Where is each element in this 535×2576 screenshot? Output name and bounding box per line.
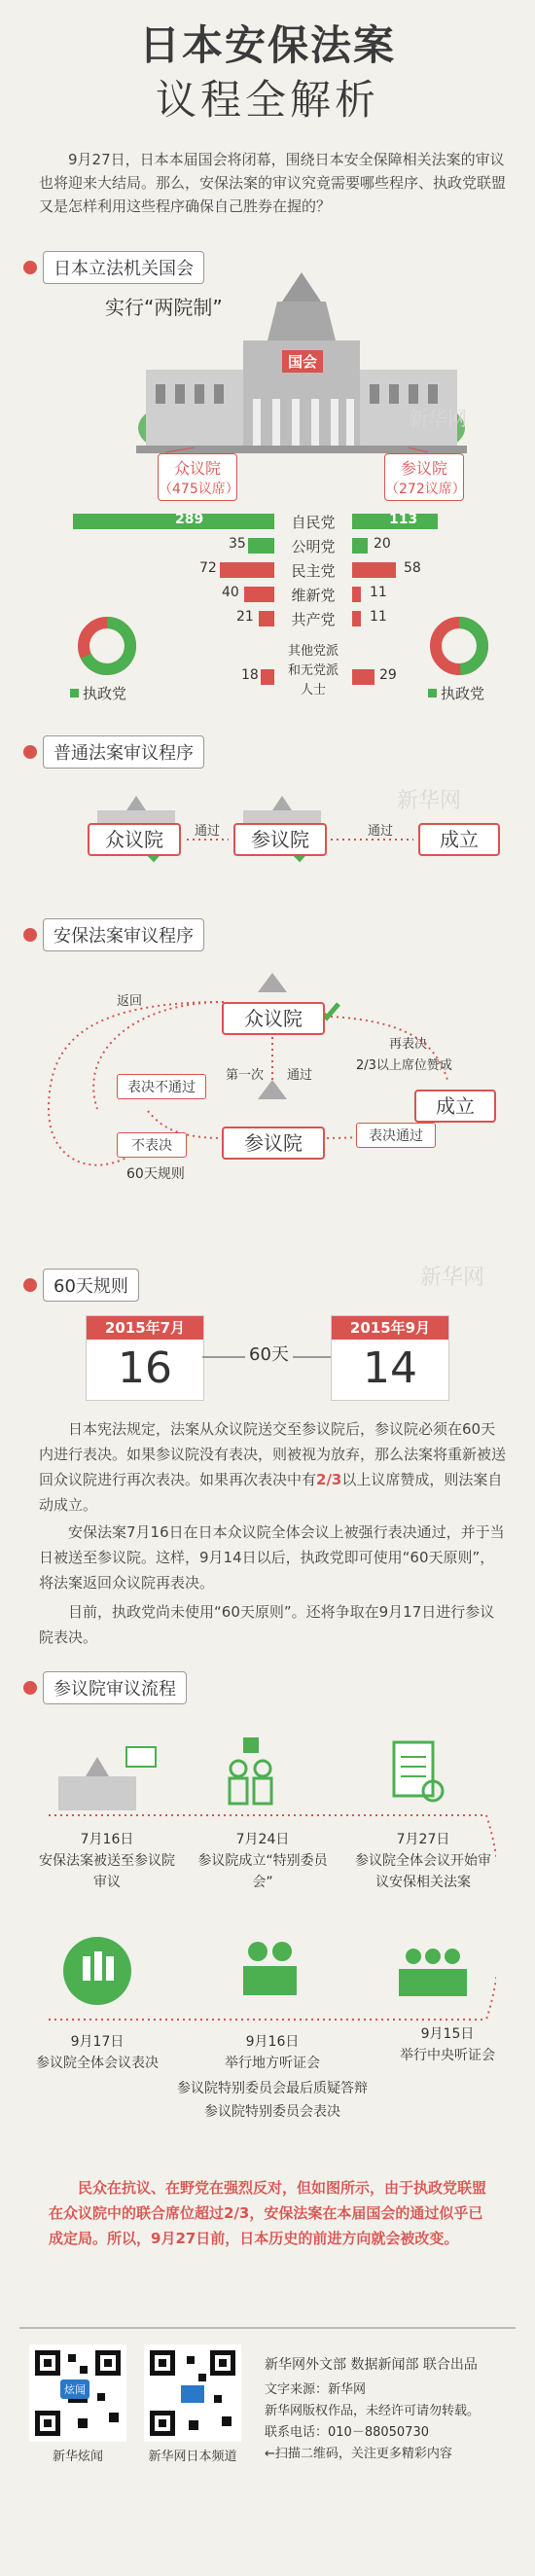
section-label: 日本立法机关国会 [43, 251, 204, 284]
building-roof [282, 272, 321, 302]
normal-upper-box: 参议院 [233, 823, 327, 856]
first-label: 第一次 [226, 1068, 265, 1083]
rule-label: 60天规则 [126, 1166, 185, 1182]
footer-divider [19, 2327, 516, 2329]
page-title: 日本安保法案 [138, 21, 396, 69]
building-tower [268, 302, 336, 340]
flow-step-1 [39, 1829, 175, 1893]
seat-bar-upper [352, 587, 361, 602]
flow-text: 参议院成立“特别委员会” [197, 1853, 328, 1890]
legend-ruling-left [70, 683, 126, 703]
seat-label-ldp-upper: 113 [389, 512, 418, 527]
legend-swatch [70, 689, 79, 698]
bullet-dot [23, 1681, 37, 1695]
calendar-month: 2015年9月 [332, 1316, 448, 1340]
rule-text-c: 以上议席赞成，则法案自动成立。 [39, 1471, 503, 1514]
calendar-month: 2015年7月 [87, 1316, 203, 1340]
qr-caption-2: 新华网日本频道 [148, 2450, 237, 2464]
section-security-procedure [23, 918, 204, 951]
watermark: 新华网 [420, 1266, 485, 1290]
section-normal-procedure [23, 735, 204, 769]
qr-caption-1: 新华炫闻 [52, 2450, 103, 2464]
bullet-dot [23, 745, 37, 759]
calendar-day: 16 [118, 1343, 172, 1393]
seat-bar-lower [244, 587, 274, 602]
flow-date: 7月27日 [396, 1832, 450, 1847]
regional-hearing-icon [243, 1942, 297, 1995]
flow-date: 7月16日 [80, 1832, 134, 1847]
return-label: 返回 [117, 994, 143, 1009]
upper-house-box [384, 453, 464, 501]
seat-label-komeito-upper: 20 [374, 536, 391, 552]
watermark: 新华网 [397, 789, 462, 813]
flow-text: 举行地方听证会 [225, 2056, 320, 2071]
flow-text: 参议院全体会议表决 [36, 2056, 159, 2071]
flow-date: 7月24日 [235, 1832, 290, 1847]
contact-phone: 联系电话：010－88050730 [265, 2425, 429, 2440]
party-others [274, 642, 352, 700]
seat-label-ishin-lower: 40 [222, 585, 239, 600]
passed-box: 表决通过 [356, 1123, 436, 1148]
calendar-start [86, 1315, 204, 1401]
building-upper-icon [258, 1080, 287, 1099]
lower-house-seats: （475议席） [159, 482, 239, 497]
seat-bar-lower [259, 611, 274, 626]
party-others-line3: 人士 [300, 683, 326, 698]
scan-hint: ←扫描二维码，关注更多精彩内容 [265, 2447, 452, 2461]
seat-bar-lower [73, 514, 274, 529]
upper-house-seats: （272议席） [385, 482, 466, 497]
party-jcp: 共产党 [291, 611, 336, 628]
seat-label-others-lower: 18 [241, 667, 259, 683]
party-ishin: 维新党 [291, 587, 336, 604]
document-icon [394, 1742, 443, 1801]
rule-paragraph-1 [39, 1416, 506, 1518]
legend-swatch [428, 689, 437, 698]
producers-credit: 新华网外文部 数据新闻部 联合出品 [265, 2357, 478, 2373]
flow-text: 安保法案被送至参议院审议 [39, 1853, 175, 1890]
party-others-line2: 和无党派 [287, 663, 339, 678]
section-label: 60天规则 [43, 1269, 139, 1302]
rule-paragraph-2: 安保法案7月16日在日本众议院全体会议上被强行表决通过，并于当日被送至参议院。这样，9月14日以后，执政党即可使用“60天原则”，将法案返回众议院再表决。 [39, 1523, 505, 1592]
pass-label: 通过 [287, 1068, 313, 1083]
party-ldp: 自民党 [291, 514, 336, 531]
no-vote-box: 不表决 [117, 1132, 187, 1158]
building-lower-icon [258, 973, 287, 992]
central-hearing-icon [399, 1949, 467, 1996]
bullet-dot [23, 261, 37, 274]
lower-house-name: 众议院 [173, 459, 221, 478]
seat-label-ldp-lower: 289 [175, 512, 204, 527]
upper-house-name: 参议院 [400, 459, 447, 478]
flow-step-8: 参议院特别委员会表决 [204, 2104, 340, 2120]
committee-people-icon [230, 1737, 271, 1804]
security-lower-box: 众议院 [222, 1002, 325, 1035]
seat-label-komeito-lower: 35 [229, 536, 246, 552]
seat-bar-upper [352, 669, 374, 685]
rule-highlight: 2/3 [316, 1471, 342, 1488]
legend-label: 执政党 [441, 685, 485, 702]
watermark: 新华网 [409, 407, 467, 430]
qr-code-japan-channel[interactable] [144, 2344, 241, 2442]
flow-step-6 [19, 2031, 175, 2074]
seat-label-jcp-lower: 21 [236, 609, 254, 625]
party-komeito: 公明党 [291, 538, 336, 555]
diet-building-icon [58, 1747, 156, 1810]
seat-bar-upper [352, 562, 396, 578]
flow-date: 9月16日 [245, 2034, 300, 2050]
seat-label-dpj-lower: 72 [199, 560, 217, 576]
flow-step-3 [350, 1829, 496, 1893]
normal-result-box: 成立 [418, 823, 500, 856]
qr-badge: 炫闻 [60, 2379, 89, 2399]
flow-step-2 [195, 1829, 331, 1893]
diet-sign: 国会 [282, 350, 323, 373]
seat-label-ishin-upper: 11 [370, 585, 387, 600]
calendar-end [331, 1315, 449, 1401]
security-flow-diagram [29, 963, 516, 1197]
seat-label-dpj-upper: 58 [404, 560, 421, 576]
section-label: 参议院审议流程 [43, 1671, 187, 1704]
lower-house-box [158, 453, 237, 501]
legend-ruling-right [428, 683, 484, 703]
seat-bar-lower [261, 669, 274, 685]
normal-pass-label-2: 通过 [368, 824, 394, 839]
section-upper-flow [23, 1671, 187, 1704]
revote-condition-label: 2/3以上席位赞成 [356, 1058, 452, 1073]
security-result-box: 成立 [414, 1090, 496, 1123]
days-label: 60天 [245, 1341, 293, 1366]
copyright-notice: 新华网版权作品，未经许可请勿转载。 [265, 2404, 481, 2418]
conclusion-paragraph: 民众在抗议、在野党在强烈反对，但如图所示，由于执政党联盟在众议院中的联合席位超过2/3，安保法案在本届国会的通过似乎已成定局。所以，9月27日前，日本历史的前进方向就会被改变。 [49, 2179, 487, 2247]
flow-text: 参议院全体会议开始审议安保相关法案 [355, 1853, 491, 1890]
seat-label-jcp-upper: 11 [370, 609, 387, 625]
seat-bar-lower [248, 538, 274, 554]
flow-step-4 [379, 2023, 516, 2066]
seat-bar-lower [220, 562, 274, 578]
reject-box: 表决不通过 [117, 1074, 206, 1099]
ruling-share-donut-lower [76, 615, 138, 677]
revote-label: 再表决 [389, 1037, 428, 1052]
rule-paragraph-3: 目前，执政党尚未使用“60天原则”。还将争取在9月17日进行参议院表决。 [39, 1603, 495, 1646]
flow-date: 9月17日 [70, 2034, 125, 2050]
flow-step-7: 参议院特别委员会最后质疑答辩 [177, 2081, 368, 2096]
normal-lower-box: 众议院 [88, 823, 181, 856]
seat-label-others-upper: 29 [379, 667, 397, 683]
calendar-day: 14 [363, 1343, 417, 1393]
security-upper-box: 参议院 [222, 1127, 325, 1160]
normal-pass-label-1: 通过 [195, 824, 221, 839]
source-credit: 文字来源：新华网 [265, 2382, 367, 2397]
section-label: 普通法案审议程序 [43, 735, 204, 769]
vote-hands-icon [63, 1937, 131, 2005]
bullet-dot [23, 928, 37, 942]
flow-text: 举行中央听证会 [400, 2048, 495, 2063]
party-dpj: 民主党 [291, 562, 336, 580]
flow-step-5 [204, 2031, 340, 2074]
flow-date: 9月15日 [420, 2026, 475, 2042]
party-others-line1: 其他党派 [287, 644, 339, 659]
section-label: 安保法案审议程序 [43, 918, 204, 951]
seat-bar-upper [352, 611, 361, 626]
ruling-share-donut-upper [428, 615, 490, 677]
legend-label: 执政党 [83, 685, 127, 702]
system-label: 实行“两院制” [105, 296, 223, 319]
page-subtitle: 议程全解析 [155, 76, 379, 124]
section-60day-rule [23, 1269, 139, 1302]
rule-text-a: 日本宪法规定，法案从众议院送交至参议院后，参议院必须在60天内进行表决。如果参议院没有表决，则被视为放弃，那么法案将重新被送回众议院进行再次表决。如果再次表决中有 [39, 1420, 507, 1488]
seat-bar-upper [352, 538, 368, 554]
intro-paragraph: 9月27日，日本本届国会将闭幕，围绕日本安全保障相关法案的审议也将迎来大结局。那么，安保法案的审议究竟需要哪些程序、执政党联盟又是怎样利用这些程序确保自己胜券在握的？ [39, 151, 507, 215]
bullet-dot [23, 1278, 37, 1292]
